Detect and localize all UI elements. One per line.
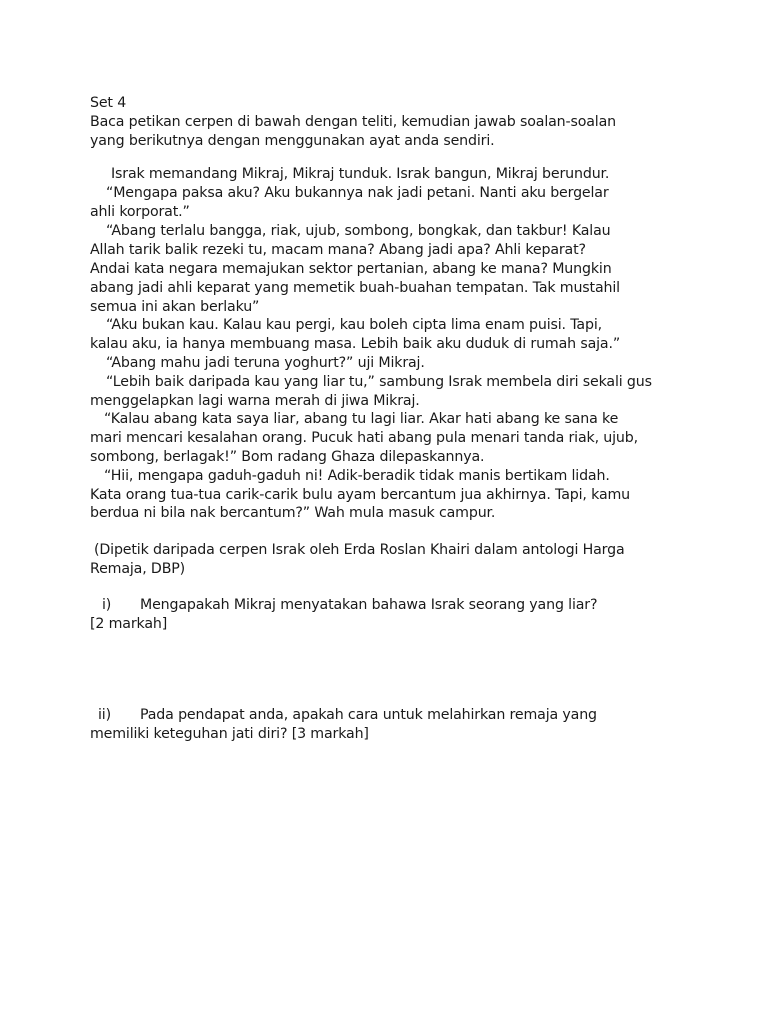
source-line-1: (Dipetik daripada cerpen Israk oleh Erda Roslan Khairi dalam antologi Harga <box>94 542 625 558</box>
instruction-line-1: Baca petikan cerpen di bawah dengan teliti, kemudian jawab soalan-soalan <box>90 114 616 130</box>
question-text: Mengapakah Mikraj menyatakan bahawa Israk seorang yang liar? <box>140 597 598 613</box>
passage-line: ahli korporat.” <box>90 204 190 220</box>
instruction-line-2: yang berikutnya dengan menggunakan ayat anda sendiri. <box>90 133 495 149</box>
passage-line: Allah tarik balik rezeki tu, macam mana? Abang jadi apa? Ahli keparat? <box>90 242 586 258</box>
passage-line: “Abang terlalu bangga, riak, ujub, sombong, bongkak, dan takbur! Kalau <box>106 223 611 239</box>
source-line-2: Remaja, DBP) <box>90 561 186 577</box>
passage-line: kalau aku, ia hanya membuang masa. Lebih baik aku duduk di rumah saja.” <box>90 336 621 352</box>
question-number: ii) <box>98 707 111 723</box>
passage-line: “Lebih baik daripada kau yang liar tu,” sambung Israk membela diri sekali gus <box>106 374 652 390</box>
passage-line: “Mengapa paksa aku? Aku bukannya nak jadi petani. Nanti aku bergelar <box>106 185 609 201</box>
passage-line: “Hii, mengapa gaduh-gaduh ni! Adik-beradik tidak manis bertikam lidah. <box>104 468 610 484</box>
passage-line: “Kalau abang kata saya liar, abang tu lagi liar. Akar hati abang ke sana ke <box>104 411 619 427</box>
passage-line: “Aku bukan kau. Kalau kau pergi, kau boleh cipta lima enam puisi. Tapi, <box>106 317 602 333</box>
passage-line: mari mencari kesalahan orang. Pucuk hati abang pula menari tanda riak, ujub, <box>90 430 638 446</box>
question-text-continued: memiliki keteguhan jati diri? [3 markah] <box>90 726 369 742</box>
question-marks: [2 markah] <box>90 616 168 632</box>
passage-line: Andai kata negara memajukan sektor pertanian, abang ke mana? Mungkin <box>90 261 612 277</box>
passage-line: abang jadi ahli keparat yang memetik buah-buahan tempatan. Tak mustahil <box>90 280 620 296</box>
passage-line: Kata orang tua-tua carik-carik bulu ayam bercantum jua akhirnya. Tapi, kamu <box>90 487 631 503</box>
passage-line: Israk memandang Mikraj, Mikraj tunduk. Israk bangun, Mikraj berundur. <box>111 166 610 182</box>
set-label: Set 4 <box>90 95 127 111</box>
passage-line: menggelapkan lagi warna merah di jiwa Mikraj. <box>90 393 420 409</box>
passage-line: “Abang mahu jadi teruna yoghurt?” uji Mikraj. <box>106 355 425 371</box>
passage-line: semua ini akan berlaku” <box>90 299 260 315</box>
question-number: i) <box>102 597 112 613</box>
passage-line: sombong, berlagak!” Bom radang Ghaza dilepaskannya. <box>90 449 485 465</box>
question-text: Pada pendapat anda, apakah cara untuk melahirkan remaja yang <box>140 707 597 723</box>
passage-line: berdua ni bila nak bercantum?” Wah mula masuk campur. <box>90 505 496 521</box>
